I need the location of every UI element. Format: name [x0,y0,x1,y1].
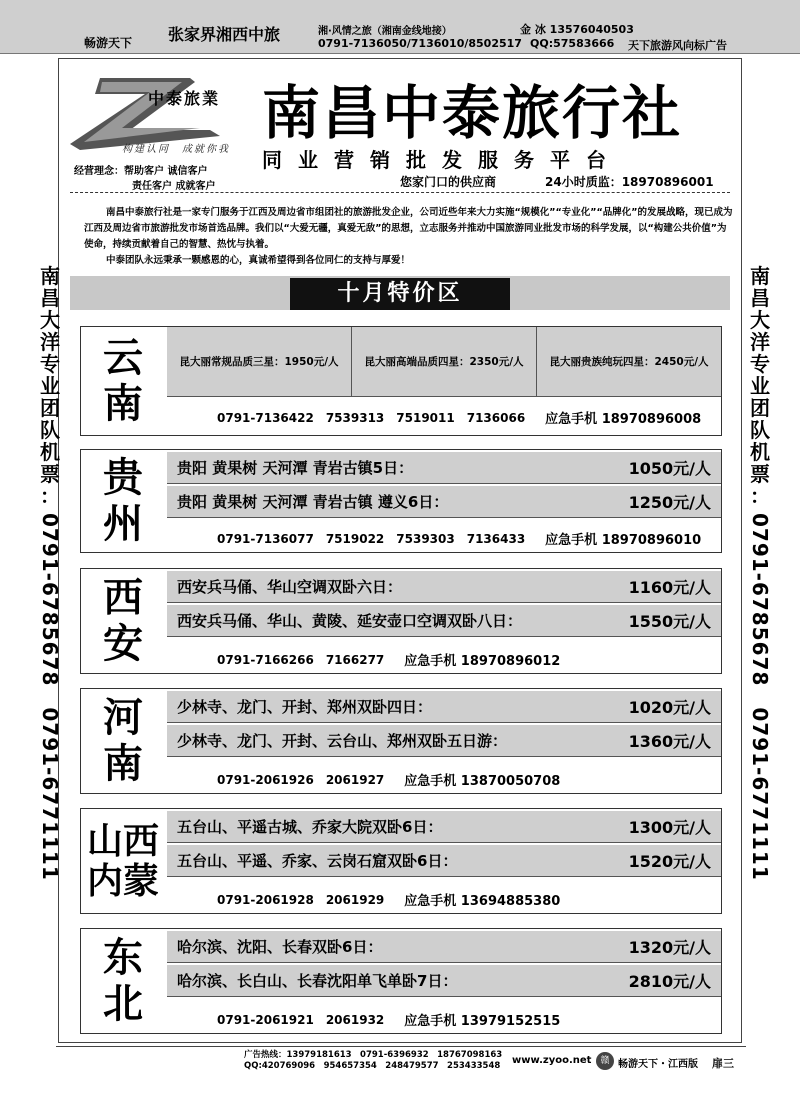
region-label [81,450,165,552]
footer-brand: 畅游天下・江西版 [618,1059,698,1070]
package-cell: 昆大丽贵族纯玩四星：2450元/人 [537,327,721,397]
region-char: 山西 [86,820,159,862]
contact-row [167,520,721,556]
footer-badge-icon: 赣 [596,1052,614,1070]
side-char: 票 [750,462,770,486]
region-char: 河 [103,694,143,741]
side-ad-right [740,265,780,881]
route-row [167,691,721,723]
emergency-phone: 应急手机 13979152515 [404,1013,561,1029]
side-char: 队 [40,418,60,442]
contact-row [167,761,721,797]
route-block-xian [80,568,722,674]
emergency-phone: 应急手机 18970896008 [545,411,702,427]
route-name: 哈尔滨、沈阳、长春双卧6日： [177,938,383,956]
contact-row [167,881,721,917]
side-char: ： [40,484,60,508]
route-name: 五台山、平遥古城、乔家大院双卧6日： [177,818,443,836]
side-char: 南 [40,264,60,288]
route-price: 1050元/人 [628,459,711,478]
side-char: 机 [40,440,60,464]
region-char: 内蒙 [86,860,159,902]
emergency-phone: 应急手机 18970896010 [545,532,702,548]
agency-hotline: 24小时质监：18970896001 [545,175,714,189]
region-char: 州 [103,500,143,547]
region-char: 北 [103,980,143,1027]
region-char: 西 [103,574,143,621]
intro-paragraph: 南昌中泰旅行社是一家专门服务于江西及周边省市组团社的旅游批发企业，公司近些年来大力实施“规模化”“专业化”“品牌化”的发展战略，现已成为江西及周边省市旅游批发市场首选品牌。我们以“大爱无疆，真爱无敌”的思想，立志服务并推动中国旅游同业批发市场的科学发展，以“构建公共价值”为使命，持续贡献着自己的智慧、热忱与执着。 [84,207,733,250]
banner-tel: 0791-7136050/7136010/8502517 [318,37,522,50]
route-price: 1520元/人 [628,852,711,871]
route-row [167,845,721,877]
side-char: 团 [750,396,770,420]
region-char: 南 [103,740,143,787]
route-row [167,725,721,757]
footer-website[interactable]: www.zyoo.net [512,1055,592,1066]
route-block-henan [80,688,722,794]
route-name: 哈尔滨、长白山、长春沈阳单飞单卧7日： [177,972,458,990]
region-label [81,327,165,435]
side-char: 洋 [750,330,770,354]
section-title: 十月特价区 [290,278,510,310]
side-char: 队 [750,418,770,442]
contact-phones: 0791-2061921 2061932 [217,1012,385,1027]
logo-brand: 中泰旅業 [148,89,221,108]
contact-phones: 0791-7136422 7539313 7519011 7136066 [217,410,526,425]
company-logo [70,70,260,190]
side-phones: 0791-6785678 0791-6771111 [38,513,62,881]
side-ad-left [30,265,70,881]
package-cells [167,327,721,397]
route-price: 2810元/人 [628,972,711,991]
divider [70,192,730,193]
contact-row [167,1001,721,1037]
logo-values-line2: 责任客户 成就客户 [132,181,216,192]
region-char: 东 [103,934,143,981]
contact-phones: 0791-7136077 7519022 7539303 7136433 [217,531,526,546]
route-name: 贵阳 黄果树 天河潭 青岩古镇 遵义6日： [177,493,449,511]
route-price: 1250元/人 [628,493,711,512]
route-row [167,571,721,603]
route-name: 少林寺、龙门、开封、郑州双卧四日： [177,698,433,716]
contact-row [167,641,721,677]
banner-contact: 金 冰 13576040503 [520,23,634,36]
side-char: 昌 [750,286,770,310]
footer-ad-line: 广告热线：13979181613 0791-6396932 18767098163 [244,1050,503,1060]
side-char: 洋 [40,330,60,354]
route-row [167,605,721,637]
region-label [81,569,165,673]
route-name: 五台山、平遥、乔家、云岗石窟双卧6日： [177,852,458,870]
package-cell: 昆大丽常规品质三星：1950元/人 [167,327,352,397]
footer-ad-line: QQ:420769096 954657354 248479577 253433548 [244,1061,501,1071]
banner-slogan: 湘·风情之旅（湘南金线地接） [318,26,452,37]
contact-phones: 0791-2061928 2061929 [217,892,385,907]
logo-motto: 构建认同 成就你我 [122,144,230,155]
route-price: 1320元/人 [628,938,711,957]
side-char: 专 [40,352,60,376]
route-row [167,486,721,518]
route-price: 1300元/人 [628,818,711,837]
banner-company: 张家界湘西中旅 [168,25,281,44]
banner-right-text: 天下旅游风向标广告 [628,39,727,52]
logo-values-line1: 经营理念：帮助客户 诚信客户 [74,166,208,177]
emergency-phone: 应急手机 18970896012 [404,653,561,669]
agency-tagline: 同业营销批发服务平台 [262,148,622,172]
side-char: 昌 [40,286,60,310]
route-row [167,811,721,843]
region-label [81,689,165,793]
contact-row [167,399,721,435]
side-char: 业 [750,374,770,398]
intro-text [84,205,734,269]
side-char: 专 [750,352,770,376]
emergency-phone: 应急手机 13870050708 [404,773,561,789]
route-price: 1160元/人 [628,578,711,597]
route-price: 1550元/人 [628,612,711,631]
route-name: 西安兵马俑、华山空调双卧六日： [177,578,403,596]
route-price: 1020元/人 [628,698,711,717]
side-char: 机 [750,440,770,464]
region-label [81,929,165,1033]
page-number: 扉三 [712,1057,734,1070]
agency-name: 南昌中泰旅行社 [262,79,683,147]
route-row [167,931,721,963]
footer-ad [244,1050,502,1072]
route-block-shanxi [80,808,722,914]
region-char: 贵 [103,454,143,501]
route-name: 西安兵马俑、华山、黄陵、延安壶口空调双卧八日： [177,612,523,630]
package-cell: 昆大丽高端品质四星：2350元/人 [352,327,537,397]
region-label [81,809,165,913]
side-char: 业 [40,374,60,398]
intro-paragraph: 中泰团队永远秉承一颗感恩的心，真诚希望得到各位同仁的支持与厚爱！ [106,255,411,266]
route-row [167,965,721,997]
side-char: 大 [40,308,60,332]
route-name: 贵阳 黄果树 天河潭 青岩古镇5日： [177,459,414,477]
route-row [167,452,721,484]
region-char: 南 [103,380,143,427]
contact-phones: 0791-7166266 7166277 [217,652,385,667]
side-char: ： [750,484,770,508]
route-block-yunnan [80,326,722,436]
contact-phones: 0791-2061926 2061927 [217,772,385,787]
banner-qq: QQ:57583666 [530,37,615,50]
route-name: 少林寺、龙门、开封、云台山、郑州双卧五日游： [177,732,508,750]
banner-left-text: 畅游天下 [84,36,133,50]
region-char: 云 [103,334,143,381]
side-char: 大 [750,308,770,332]
route-block-guizhou [80,449,722,553]
side-char: 票 [40,462,60,486]
footer-divider [56,1046,746,1047]
agency-supplier: 您家门口的供应商 [400,175,497,189]
side-char: 南 [750,264,770,288]
region-char: 安 [103,620,143,667]
route-block-dongbei [80,928,722,1034]
emergency-phone: 应急手机 13694885380 [404,893,561,909]
side-phones: 0791-6785678 0791-6771111 [748,513,772,881]
top-banner [0,0,800,54]
side-char: 团 [40,396,60,420]
route-price: 1360元/人 [628,732,711,751]
